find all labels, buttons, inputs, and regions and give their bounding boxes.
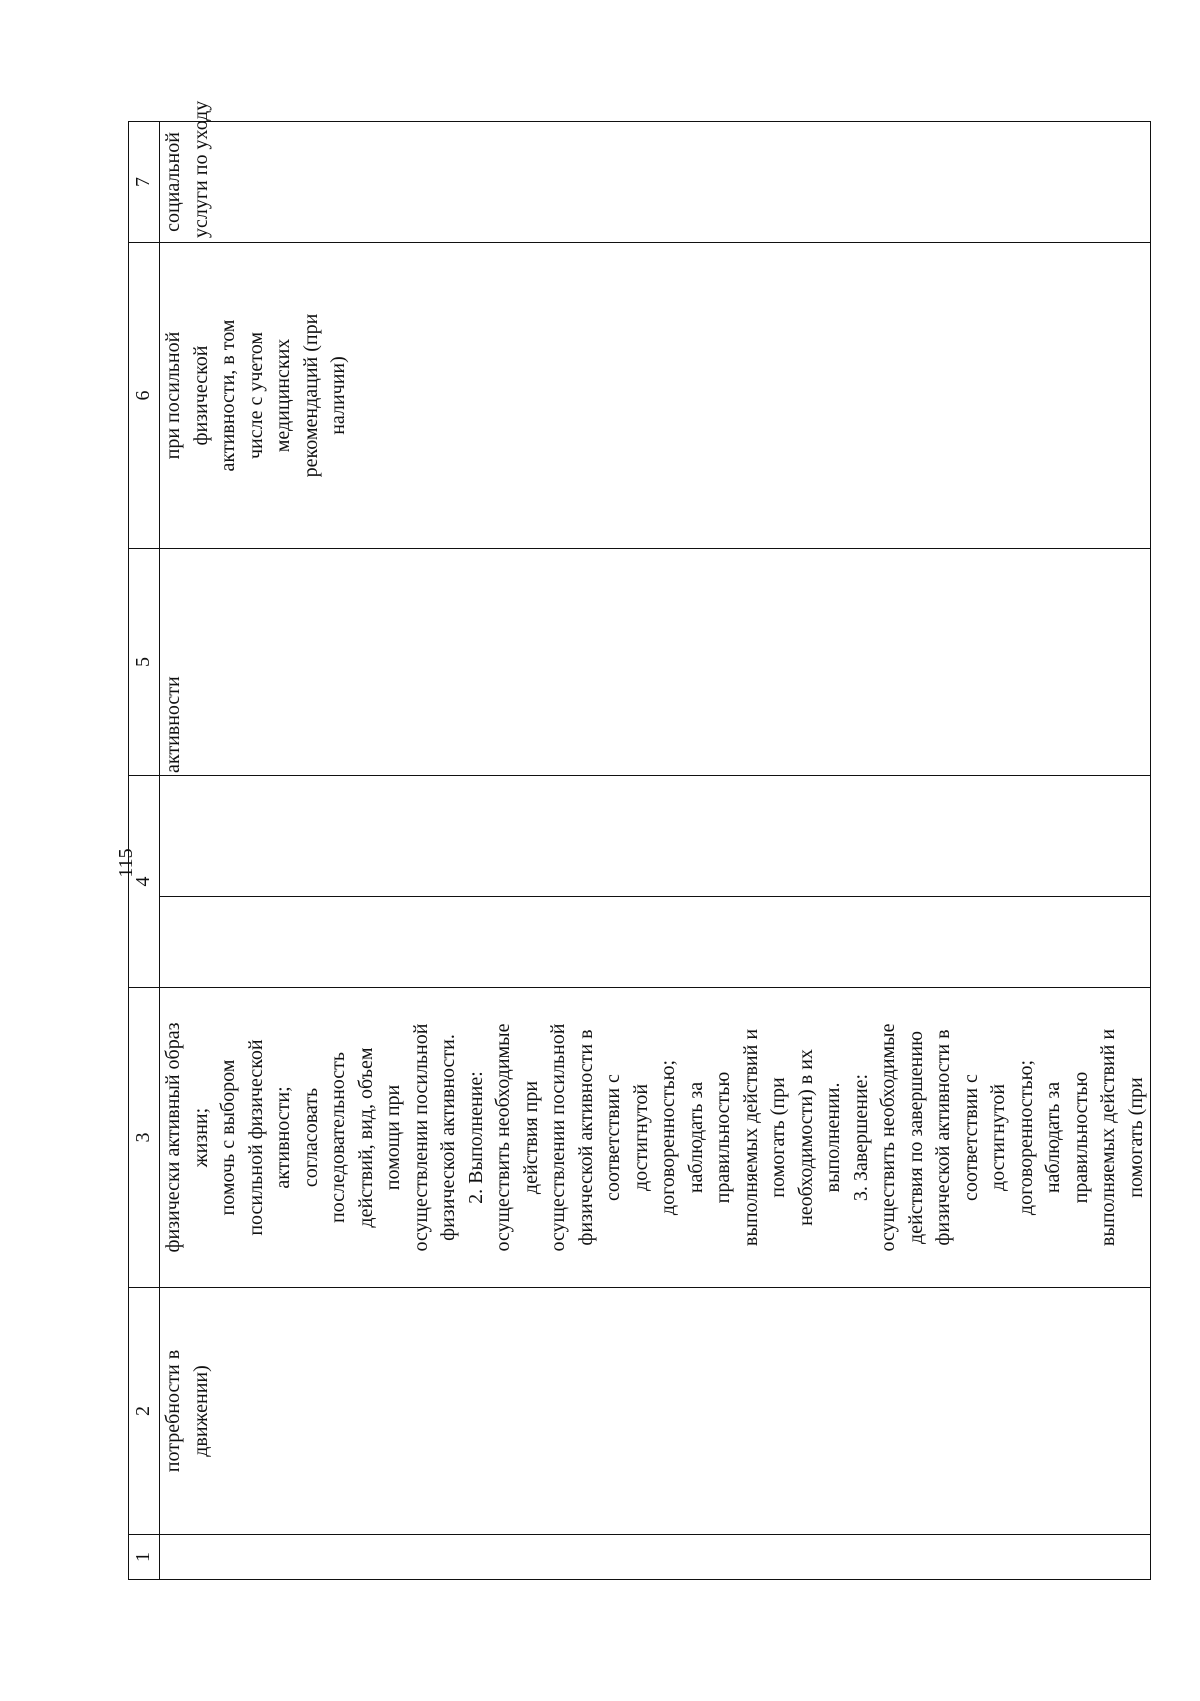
cell-col-2 xyxy=(160,1288,1151,1535)
col3-line: достигнутой xyxy=(987,1083,1009,1192)
col3-line: согласовать xyxy=(299,1087,322,1188)
col3-line: действий, вид, объем xyxy=(354,1047,377,1228)
cell-col-1 xyxy=(160,1535,1151,1580)
cell-col-7 xyxy=(160,100,1151,243)
col6-line: медицинских xyxy=(272,338,294,453)
col3-line: необходимости) в их xyxy=(794,1049,817,1226)
col3-line: осуществить необходимые xyxy=(492,1023,514,1252)
col7-line: услуги по уходу xyxy=(189,100,212,238)
rotated-table-wrapper xyxy=(128,100,1147,1580)
header-col-4: 4 xyxy=(129,776,160,988)
col3-line: выполнении. xyxy=(822,1082,844,1193)
col3-line: осуществить необходимые xyxy=(877,1023,899,1252)
page-number: 115 xyxy=(115,848,137,878)
table-row xyxy=(160,122,1151,1580)
col6-line: при посильной xyxy=(162,331,184,460)
col3-line: помочь с выбором xyxy=(217,1059,239,1216)
col5-line: активности xyxy=(162,676,184,773)
col3-line: выполняемых действий и xyxy=(739,1028,762,1247)
col3-line: активности; xyxy=(272,1086,294,1189)
cell-col-3 xyxy=(160,988,1151,1288)
col7-line: социальной xyxy=(162,132,184,232)
col3-line: посильной физической xyxy=(244,1039,267,1236)
col3-line: наблюдать за xyxy=(1042,1081,1064,1194)
col3-line: последовательность xyxy=(327,1051,349,1224)
header-col-2: 2 xyxy=(129,1288,160,1535)
col3-line: осуществлении посильной xyxy=(547,1023,569,1252)
col6-line: активности, в том xyxy=(217,319,239,472)
services-table xyxy=(128,100,1151,1580)
col3-line: помогать (при xyxy=(767,1077,789,1198)
col6-line: рекомендаций (при xyxy=(299,313,322,478)
col3-line: наблюдать за xyxy=(684,1081,707,1194)
inner-divider xyxy=(160,776,1150,897)
col3-line: помогать (при xyxy=(1124,1077,1147,1198)
col3-line: 2. Выполнение: xyxy=(464,1071,487,1204)
col3-line: действия по завершению xyxy=(904,1030,927,1245)
header-col-7: 7 xyxy=(129,122,160,243)
col2-line: движении) xyxy=(189,1365,212,1457)
col3-line: правильностью xyxy=(712,1071,734,1204)
header-col-5: 5 xyxy=(129,549,160,776)
col3-line: жизни; xyxy=(189,1107,212,1168)
cell-col-5 xyxy=(160,549,1151,776)
header-row xyxy=(129,122,160,1580)
col3-line: действия при xyxy=(519,1080,542,1195)
cell-col-6 xyxy=(160,243,1151,549)
col3-line: осуществлении посильной xyxy=(409,1023,432,1252)
col3-line: правильностью xyxy=(1069,1071,1092,1204)
col2-line: потребности в xyxy=(162,1349,184,1473)
col6-line: физической xyxy=(189,345,212,446)
col3-line: физически активный образ xyxy=(162,1022,184,1253)
cell-col-4 xyxy=(160,776,1151,988)
col3-line: достигнутой xyxy=(629,1083,652,1192)
col6-line: числе с учетом xyxy=(244,331,267,460)
col3-line: соответствии с xyxy=(959,1074,982,1201)
col3-line: соответствии с xyxy=(602,1074,624,1201)
header-col-6: 6 xyxy=(129,243,160,549)
col3-line: выполняемых действий и xyxy=(1097,1028,1119,1247)
col3-line: физической активности в xyxy=(574,1029,597,1246)
col3-line: помощи при xyxy=(382,1084,404,1191)
header-col-3: 3 xyxy=(129,988,160,1288)
col3-line: договоренностью; xyxy=(657,1059,679,1216)
col3-line: физической активности в xyxy=(932,1029,954,1246)
col3-line: 3. Завершение: xyxy=(849,1073,872,1202)
col3-line: договоренностью; xyxy=(1014,1059,1037,1216)
col6-line: наличии) xyxy=(327,356,349,435)
header-col-1: 1 xyxy=(129,1535,160,1580)
col3-line: физической активности. xyxy=(437,1034,459,1241)
